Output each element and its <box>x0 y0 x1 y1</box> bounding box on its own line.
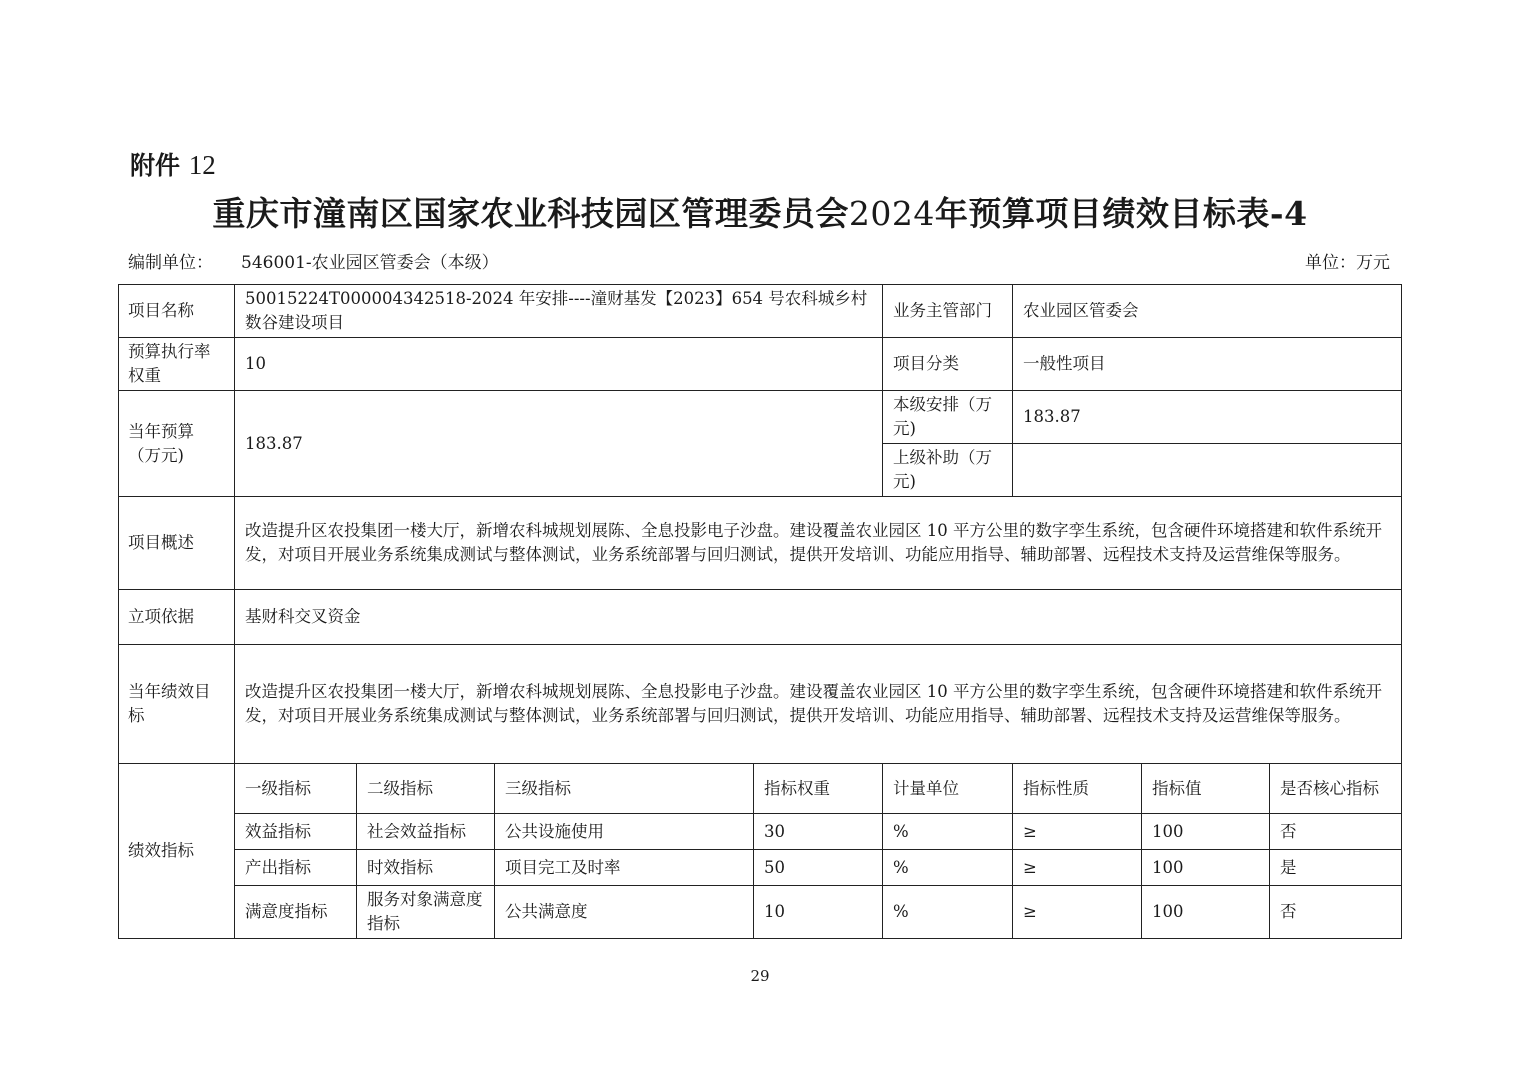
header-cell: 是否核心指标 <box>1270 764 1402 814</box>
overview-value: 改造提升区农投集团一楼大厅，新增农科城规划展陈、全息投影电子沙盘。建设覆盖农业园区 10 平方公里的数字孪生系统，包含硬件环境搭建和软件系统开发，对项目开展业务系统集成测试与整体测试，业务系统部署与回归测试，提供开发培训、功能应用指导、辅助部署、远程技术支持及运营维保等服务。 <box>235 497 1402 590</box>
indicators-label: 绩效指标 <box>119 764 235 939</box>
page-number: 29 <box>750 967 770 985</box>
unit-label: 单位：万元 <box>1305 253 1390 273</box>
dept-label: 业务主管部门 <box>883 285 1013 338</box>
performance-table <box>118 284 1402 939</box>
attachment-text: 附件 <box>130 151 181 180</box>
indicator-cell: 100 <box>1142 850 1270 886</box>
indicator-cell: 满意度指标 <box>235 886 357 939</box>
basis-label: 立项依据 <box>119 590 235 645</box>
exec-weight-value: 10 <box>235 338 883 391</box>
header-cell: 一级指标 <box>235 764 357 814</box>
indicator-row <box>119 886 1402 939</box>
indicator-cell: ≥ <box>1013 886 1142 939</box>
upper-label: 上级补助（万元) <box>883 444 1013 497</box>
header-cell: 指标权重 <box>754 764 883 814</box>
indicator-cell: 时效指标 <box>357 850 495 886</box>
indicator-cell: 服务对象满意度指标 <box>357 886 495 939</box>
project-name-value: 50015224T000004342518-2024 年安排----潼财基发【2023】654 号农科城乡村数谷建设项目 <box>235 285 883 338</box>
indicator-cell: 100 <box>1142 886 1270 939</box>
indicator-row <box>119 850 1402 886</box>
compiler-value: 546001-农业园区管委会（本级） <box>241 253 499 273</box>
indicator-cell: 产出指标 <box>235 850 357 886</box>
indicator-cell: 30 <box>754 814 883 850</box>
indicator-cell: 100 <box>1142 814 1270 850</box>
local-value: 183.87 <box>1013 391 1402 444</box>
title-year: 2024 <box>848 194 935 233</box>
row-project-name <box>119 285 1402 338</box>
category-label: 项目分类 <box>883 338 1013 391</box>
indicator-cell: 项目完工及时率 <box>495 850 754 886</box>
attachment-label <box>130 146 216 182</box>
header-cell: 指标值 <box>1142 764 1270 814</box>
overview-label: 项目概述 <box>119 497 235 590</box>
row-budget <box>119 391 1402 444</box>
local-label: 本级安排（万元) <box>883 391 1013 444</box>
exec-weight-label: 预算执行率权重 <box>119 338 235 391</box>
title-suffix: 年预算项目绩效目标表-4 <box>934 194 1308 233</box>
indicator-cell: 公共设施使用 <box>495 814 754 850</box>
budget-value: 183.87 <box>235 391 883 497</box>
compiler-label: 编制单位： <box>128 253 213 273</box>
indicator-cell: 否 <box>1270 814 1402 850</box>
project-name-label: 项目名称 <box>119 285 235 338</box>
indicator-header-row <box>119 764 1402 814</box>
compiler-line <box>128 248 499 273</box>
goal-label: 当年绩效目标 <box>119 645 235 764</box>
header-cell: 计量单位 <box>883 764 1013 814</box>
goal-value: 改造提升区农投集团一楼大厅，新增农科城规划展陈、全息投影电子沙盘。建设覆盖农业园区 10 平方公里的数字孪生系统，包含硬件环境搭建和软件系统开发，对项目开展业务系统集成测试与整体测试，业务系统部署与回归测试，提供开发培训、功能应用指导、辅助部署、远程技术支持及运营维保等服务。 <box>235 645 1402 764</box>
title-prefix: 重庆市潼南区国家农业科技园区管理委员会 <box>212 194 849 233</box>
header-cell: 三级指标 <box>495 764 754 814</box>
indicator-cell: % <box>883 886 1013 939</box>
indicator-cell: 10 <box>754 886 883 939</box>
row-overview <box>119 497 1402 590</box>
category-value: 一般性项目 <box>1013 338 1402 391</box>
indicator-cell: 效益指标 <box>235 814 357 850</box>
indicator-cell: 是 <box>1270 850 1402 886</box>
attachment-number: 12 <box>188 150 216 180</box>
indicator-cell: 社会效益指标 <box>357 814 495 850</box>
budget-label: 当年预算（万元) <box>119 391 235 497</box>
indicator-cell: 否 <box>1270 886 1402 939</box>
indicator-cell: ≥ <box>1013 850 1142 886</box>
indicator-cell: 50 <box>754 850 883 886</box>
page-title <box>0 188 1520 235</box>
indicator-cell: ≥ <box>1013 814 1142 850</box>
header-cell: 二级指标 <box>357 764 495 814</box>
row-basis <box>119 590 1402 645</box>
indicator-row <box>119 814 1402 850</box>
basis-value: 基财科交叉资金 <box>235 590 1402 645</box>
dept-value: 农业园区管委会 <box>1013 285 1402 338</box>
indicator-cell: % <box>883 814 1013 850</box>
upper-value <box>1013 444 1402 497</box>
header-cell: 指标性质 <box>1013 764 1142 814</box>
indicator-cell: % <box>883 850 1013 886</box>
indicator-cell: 公共满意度 <box>495 886 754 939</box>
row-exec-weight <box>119 338 1402 391</box>
row-goal <box>119 645 1402 764</box>
